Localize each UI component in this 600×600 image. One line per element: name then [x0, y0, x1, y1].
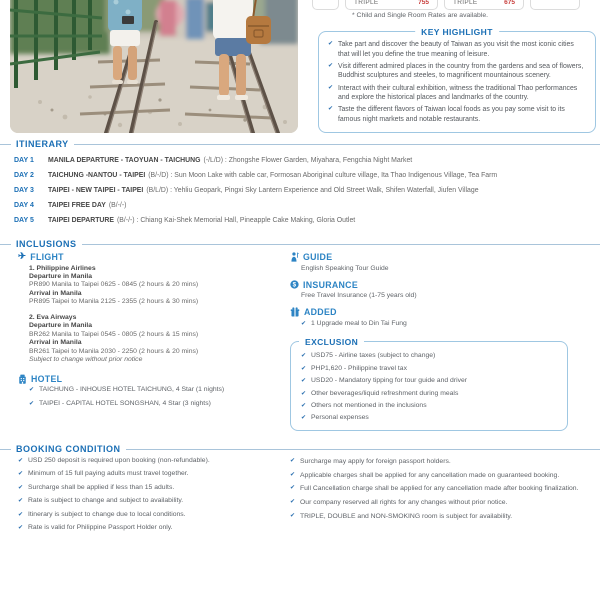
header-rule-left [0, 449, 11, 450]
booking-condition-title: BOOKING CONDITION [16, 444, 121, 454]
price-cell [530, 0, 580, 10]
day-route: MANILA DEPARTURE - TAOYUAN - TAICHUNG [48, 157, 201, 164]
svg-text:$: $ [292, 281, 297, 289]
flight-section-header [18, 252, 286, 262]
exclusion-item: ✔ Other beverages/liquid refreshment during meals [301, 390, 559, 399]
price-cell [345, 0, 438, 10]
booking-item: ✔ Full Cancellation charge shall be applied for any cancellation made after booking finalization. [290, 484, 586, 494]
airline-name: 2. Eva Airways [29, 313, 77, 321]
day-details: (B/-/-) [108, 202, 127, 209]
departure-label: Departure in Manila [29, 322, 93, 330]
highlight-item: ✔ Take part and discover the beauty of Taiwan as you visit the most iconic cities that will let you define the true meaning of leisure. [328, 40, 587, 59]
flight-schedule: PR895 Taipei to Manila 2125 - 2355 (2 hours & 30 mins) [29, 298, 199, 306]
inclusions-title: INCLUSIONS [16, 239, 77, 249]
day-details: (-/L/D) : Zhongshe Flower Garden, Miyahara, Fengchia Night Market [203, 157, 413, 164]
booking-item: ✔ Applicable charges shall be applied for any cancellation made on guaranteed booking. [290, 471, 586, 481]
insurance-title: INSURANCE [303, 279, 358, 290]
header-rule-right [126, 449, 600, 450]
inclusions-header [0, 239, 600, 249]
added-item: ✔ 1 Upgrade meal to Din Tai Fung [301, 320, 574, 329]
departure-label: Departure in Manila [29, 272, 93, 280]
day-label: DAY 1 [14, 157, 34, 164]
guide-section-header [290, 252, 574, 262]
booking-item: ✔ Our company reserved all rights for any changes without prior notice. [290, 498, 586, 508]
day-details: (B/-/-) : Chiang Kai-Shek Memorial Hall, Pineapple Cake Making, Gloria Outlet [116, 217, 356, 224]
exclusion-item: ✔ USD75 - Airline taxes (subject to change) [301, 352, 559, 361]
itinerary-day-row [14, 202, 600, 209]
price-cell [444, 0, 524, 10]
itinerary-header [0, 139, 600, 149]
day-label: DAY 2 [14, 172, 34, 179]
inclusions-right-column [290, 252, 574, 431]
header-rule-left [0, 144, 11, 145]
flight-title: FLIGHT [30, 252, 64, 262]
highlight-item: ✔ Taste the different flavors of Taiwan local foods as you pay some visit to its famous night markets and notable restaurants. [328, 105, 587, 124]
price-table [312, 0, 580, 10]
flight-schedule: BR262 Manila to Taipei 0545 - 0805 (2 hours & 15 mins) [29, 330, 199, 338]
itinerary-title: ITINERARY [16, 139, 69, 149]
booking-item: ✔ Rate is valid for Philippine Passport Holder only. [18, 524, 284, 533]
booking-condition-header [0, 444, 600, 454]
building-icon [18, 374, 27, 384]
airline-name: 1. Philippine Airlines [29, 264, 96, 272]
day-route: TAICHUNG -NANTOU - TAIPEI [48, 172, 146, 179]
added-title: ADDED [304, 307, 337, 317]
arrival-label: Arrival in Manila [29, 339, 82, 347]
day-route: TAIPEI DEPARTURE [48, 217, 114, 224]
hotel-item: ✔ TAICHUNG - INHOUSE HOTEL TAICHUNG, 4 Star (1 nights) [29, 386, 286, 395]
day-label: DAY 4 [14, 202, 34, 209]
itinerary-day-row [14, 187, 600, 194]
key-highlight-box [318, 26, 596, 133]
header-rule-left [0, 244, 11, 245]
header-rule-right [74, 144, 600, 145]
flight-details [29, 265, 286, 365]
insurance-section-header [290, 280, 574, 290]
booking-right-column [290, 457, 586, 526]
day-details: (B/L/D) : Yehliu Geopark, Pingxi Sky Lantern Experience and Old Street Walk, Shifen Waterfall, Jiufen Village [146, 187, 479, 194]
arrival-label: Arrival in Manila [29, 289, 82, 297]
price-value: 755 [418, 0, 429, 6]
added-list [301, 320, 574, 329]
exclusion-item: ✔ Others not mentioned in the inclusions [301, 402, 559, 411]
booking-item: ✔ Surcharge may apply for foreign passport holders. [290, 457, 586, 467]
railway-photo-illustration [10, 0, 298, 133]
dollar-coin-icon [290, 280, 299, 289]
exclusion-item: ✔ Personal expenses [301, 414, 559, 423]
day-route: TAIPEI FREE DAY [48, 202, 106, 209]
price-label: TRIPLE [354, 0, 379, 6]
hotel-list [29, 386, 286, 408]
hotel-item: ✔ TAIPEI - CAPITAL HOTEL SONGSHAN, 4 Star (3 nights) [29, 400, 286, 409]
day-route: TAIPEI - NEW TAIPEI - TAIPEI [48, 187, 144, 194]
booking-item: ✔ Surcharge shall be applied if less than 15 adults. [18, 484, 284, 493]
exclusion-item: ✔ PHP1,620 - Philippine travel tax [301, 365, 559, 374]
inclusions-left-column [18, 252, 286, 413]
itinerary-day-row [14, 157, 600, 164]
exclusion-box [290, 336, 568, 431]
booking-left-column [18, 457, 284, 538]
key-highlight-title: KEY HIGHLIGHT [415, 27, 499, 37]
tour-guide-icon [290, 252, 299, 262]
highlight-item: ✔ Interact with their cultural exhibition, witness the traditional Thao performances and explore the historical places and landmarks of the country. [328, 84, 587, 103]
hero-photo [10, 0, 298, 133]
highlight-item: ✔ Visit different admired places in the country from the gardens and sea of flowers, Buddhist sculptures and steeles, to magnificent mountainous scenery. [328, 62, 587, 81]
room-rates-note: * Child and Single Room Rates are available. [352, 12, 489, 19]
booking-item: ✔ Rate is subject to change and subject to availability. [18, 497, 284, 506]
itinerary-day-row [14, 172, 600, 179]
day-details: (B/-/D) : Sun Moon Lake with cable car, Formosan Aboriginal culture village, Ita Thao Indigenous Village, Tea Farm [148, 172, 498, 179]
booking-item: ✔ Minimum of 15 full paying adults must travel together. [18, 470, 284, 479]
flight-disclaimer: Subject to change without prior notice [29, 356, 143, 364]
booking-item: ✔ TRIPLE, DOUBLE and NON-SMOKING room is subject for availability. [290, 512, 586, 522]
exclusion-title: EXCLUSION [299, 337, 364, 347]
itinerary-day-row [14, 217, 600, 224]
flight-schedule: BR261 Taipei to Manila 2030 - 2250 (2 hours & 20 mins) [29, 347, 199, 355]
booking-item: ✔ Itinerary is subject to change due to local conditions. [18, 511, 284, 520]
day-label: DAY 5 [14, 217, 34, 224]
price-label: TRIPLE [453, 0, 478, 6]
guide-title: GUIDE [303, 252, 333, 262]
hotel-section-header [18, 374, 286, 384]
plane-icon: ✈ [18, 251, 27, 263]
gift-icon [290, 307, 300, 317]
booking-item: ✔ USD 250 deposit is required upon booking (non-refundable). [18, 457, 284, 466]
added-section-header [290, 307, 574, 317]
itinerary-list [14, 157, 600, 232]
header-rule-right [82, 244, 600, 245]
exclusion-item: ✔ USD20 - Mandatory tipping for tour guide and driver [301, 377, 559, 386]
day-label: DAY 3 [14, 187, 34, 194]
insurance-text: Free Travel Insurance (1-75 years old) [301, 292, 417, 299]
flight-schedule: PR890 Manila to Taipei 0625 - 0845 (2 hours & 20 mins) [29, 281, 199, 289]
price-value: 675 [504, 0, 515, 6]
guide-text: English Speaking Tour Guide [301, 264, 389, 272]
hotel-title: HOTEL [31, 373, 63, 384]
price-cell [312, 0, 339, 10]
spacer [29, 307, 286, 314]
